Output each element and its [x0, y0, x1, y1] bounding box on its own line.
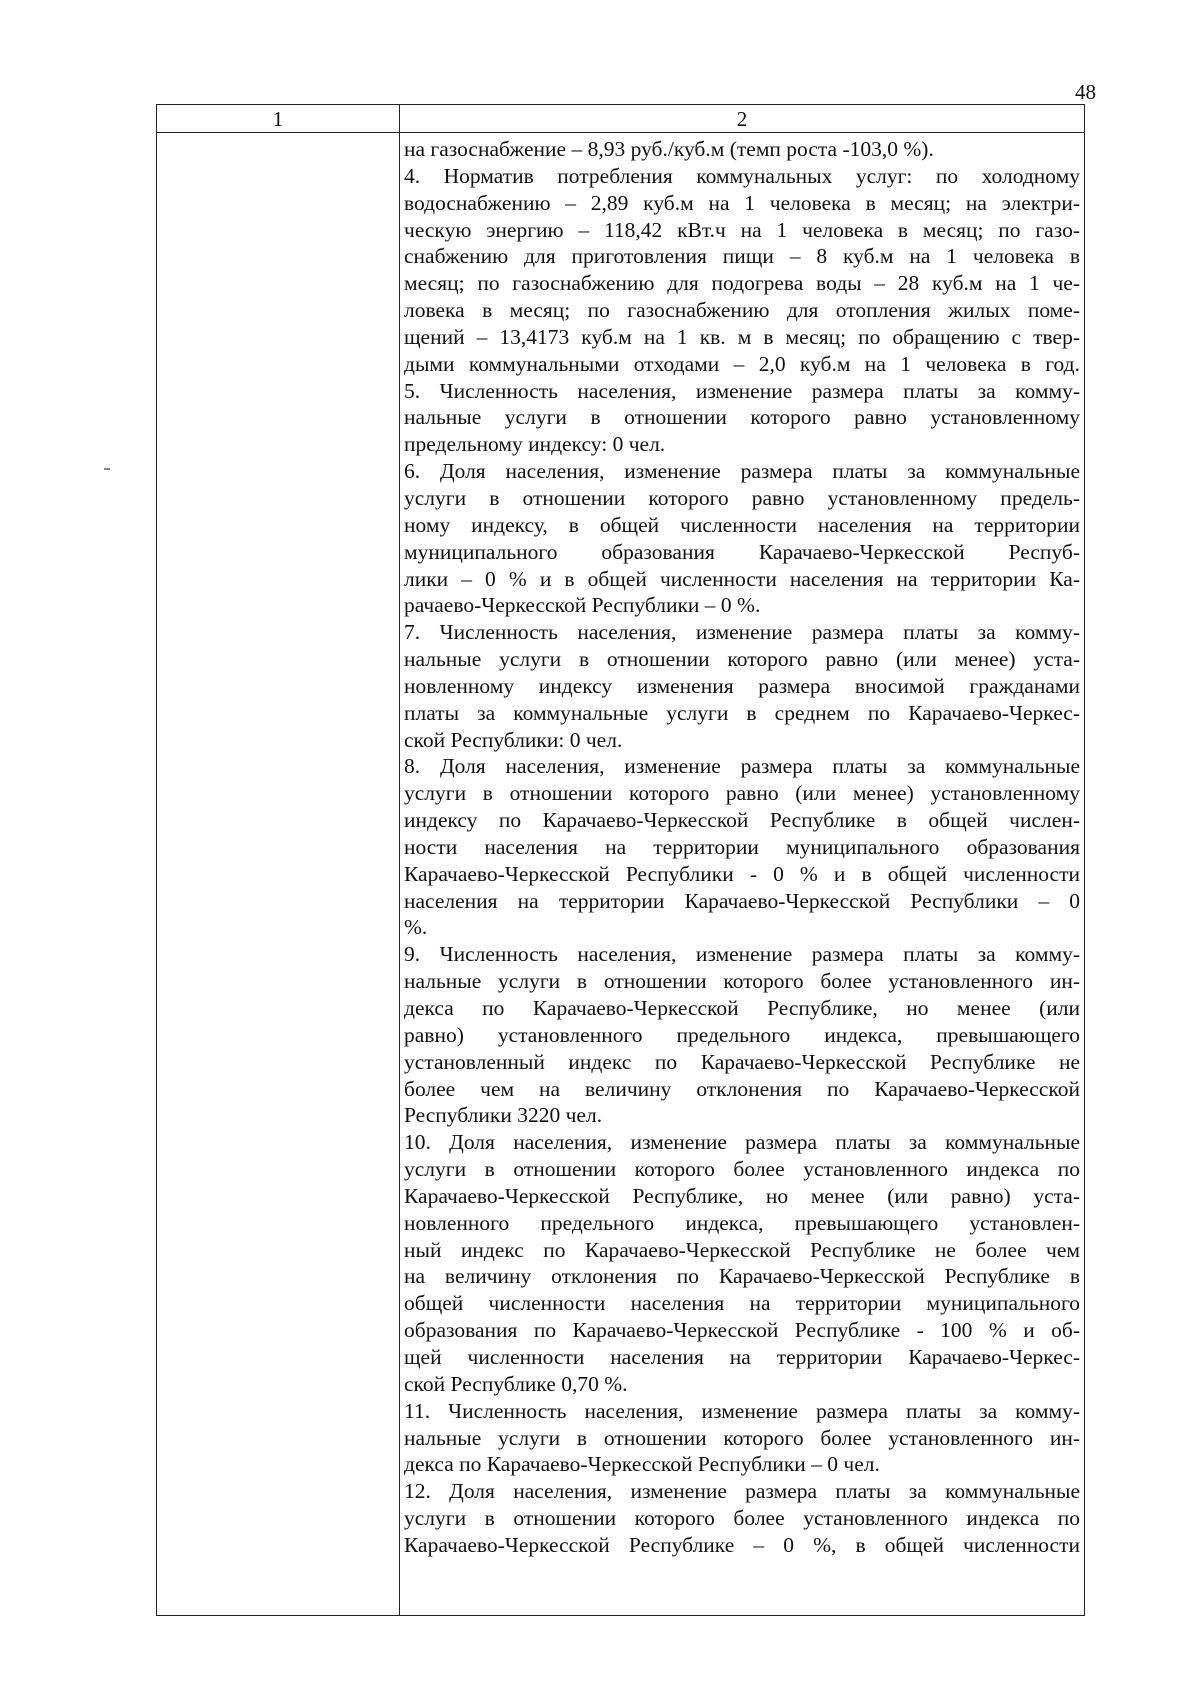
text-line: лики – 0 % и в общей численности населения на территории Ка- — [404, 566, 1080, 591]
page-number: 48 — [1075, 80, 1096, 104]
text-line: нальные услуги в отношении которого более установленного ин- — [404, 969, 1080, 994]
text-line: 8. Доля населения, изменение размера платы за коммунальные — [404, 754, 1080, 779]
text-line: 10. Доля населения, изменение размера платы за коммунальные — [404, 1130, 1080, 1155]
text-line: Карачаево-Черкесской Республики - 0 % и в общей численности — [404, 861, 1080, 886]
text-line: щений – 13,4173 куб.м на 1 кв. м в месяц; по обращению с твер- — [404, 324, 1080, 349]
text-line: ловека в месяц; по газоснабжению для отопления жилых поме- — [404, 298, 1080, 323]
text-line: 7. Численность населения, изменение размера платы за комму- — [404, 620, 1080, 645]
text-line: нальные услуги в отношении которого более установленного ин- — [404, 1425, 1080, 1450]
text-line: образования по Карачаево-Черкесской Республике - 100 % и об- — [404, 1318, 1080, 1343]
text-line: новленному индексу изменения размера вносимой гражданами — [404, 673, 1080, 698]
text-line: равно) установленного предельного индекса, превышающего — [404, 1022, 1080, 1047]
text-line: щей численности населения на территории Карачаево-Черкес- — [404, 1344, 1080, 1369]
text-line: ности населения на территории муниципального образования — [404, 834, 1080, 859]
text-line: 12. Доля населения, изменение размера платы за коммунальные — [404, 1479, 1080, 1504]
text-line: месяц; по газоснабжению для подогрева воды – 28 куб.м на 1 че- — [404, 271, 1080, 296]
text-line: установленный индекс по Карачаево-Черкесской Республике не — [404, 1049, 1080, 1074]
text-line: рачаево-Черкесской Республики – 0 %. — [404, 593, 761, 618]
text-line: услуги в отношении которого равно (или менее) установленному — [404, 781, 1080, 806]
text-line: 4. Норматив потребления коммунальных услуг: по холодному — [404, 163, 1080, 188]
text-line: населения на территории Карачаево-Черкесской Республики – 0 — [404, 888, 1080, 913]
text-line: ской Республики: 0 чел. — [404, 727, 623, 752]
text-line: предельному индексу: 0 чел. — [404, 432, 666, 457]
text-line: общей численности населения на территории муниципального — [404, 1291, 1080, 1316]
text-line: новленного предельного индекса, превышающего установлен- — [404, 1210, 1080, 1235]
text-line: нальные услуги в отношении которого равно (или менее) уста- — [404, 647, 1080, 672]
text-line: декса по Карачаево-Черкесской Республики – 0 чел. — [404, 1452, 880, 1477]
text-line: более чем на величину отклонения по Карачаево-Черкесской — [404, 1076, 1080, 1101]
text-line: индексу по Карачаево-Черкесской Республике в общей числен- — [404, 808, 1080, 833]
text-line: декса по Карачаево-Черкесской Республике, но менее (или — [404, 996, 1080, 1020]
text-line: Карачаево-Черкесской Республике, но менее (или равно) уста- — [404, 1183, 1080, 1208]
text-line: платы за коммунальные услуги в среднем по Карачаево-Черкес- — [404, 700, 1080, 725]
text-line: ческую энергию – 118,42 кВт.ч на 1 человека в месяц; по газо- — [404, 217, 1080, 242]
document-table — [156, 104, 1085, 1616]
text-line: 6. Доля населения, изменение размера платы за коммунальные — [404, 459, 1080, 484]
text-line: Республики 3220 чел. — [404, 1103, 603, 1128]
text-line: Карачаево-Черкесской Республике – 0 %, в общей численности — [404, 1532, 1080, 1557]
text-line: услуги в отношении которого более установленного индекса по — [404, 1506, 1080, 1531]
text-line: 5. Численность населения, изменение размера платы за комму- — [404, 378, 1080, 403]
text-line: дыми коммунальными отходами – 2,0 куб.м на 1 человека в год. — [404, 351, 1080, 376]
text-line: 11. Численность населения, изменение размера платы за комму- — [404, 1398, 1080, 1423]
text-line: %. — [404, 915, 428, 940]
text-line: ской Республике 0,70 %. — [404, 1371, 628, 1396]
column-header-1: 1 — [272, 107, 284, 131]
column-divider — [399, 105, 400, 1615]
text-line: водоснабжению – 2,89 куб.м на 1 человека в месяц; на электри- — [404, 190, 1080, 215]
column-2-text — [404, 136, 1080, 1559]
text-line: на величину отклонения по Карачаево-Черкесской Республике в — [404, 1264, 1080, 1289]
text-line: ный индекс по Карачаево-Черкесской Республике не более чем — [404, 1237, 1080, 1262]
text-line: муниципального образования Карачаево-Черкесской Респуб- — [404, 539, 1080, 564]
text-line: 9. Численность населения, изменение размера платы за комму- — [404, 942, 1080, 967]
scan-artifact-mark — [104, 468, 110, 470]
table-header-row — [157, 105, 1084, 133]
text-line: услуги в отношении которого равно установленному предель- — [404, 485, 1080, 510]
column-header-2: 2 — [736, 107, 748, 131]
text-line: нальные услуги в отношении которого равно установленному — [404, 405, 1080, 430]
text-line: снабжению для приготовления пищи – 8 куб.м на 1 человека в — [404, 244, 1080, 269]
text-line: услуги в отношении которого более установленного индекса по — [404, 1157, 1080, 1182]
text-line: ному индексу, в общей численности населения на территории — [404, 512, 1080, 537]
text-line: на газоснабжение – 8,93 руб./куб.м (темп роста -103,0 %). — [404, 137, 934, 161]
